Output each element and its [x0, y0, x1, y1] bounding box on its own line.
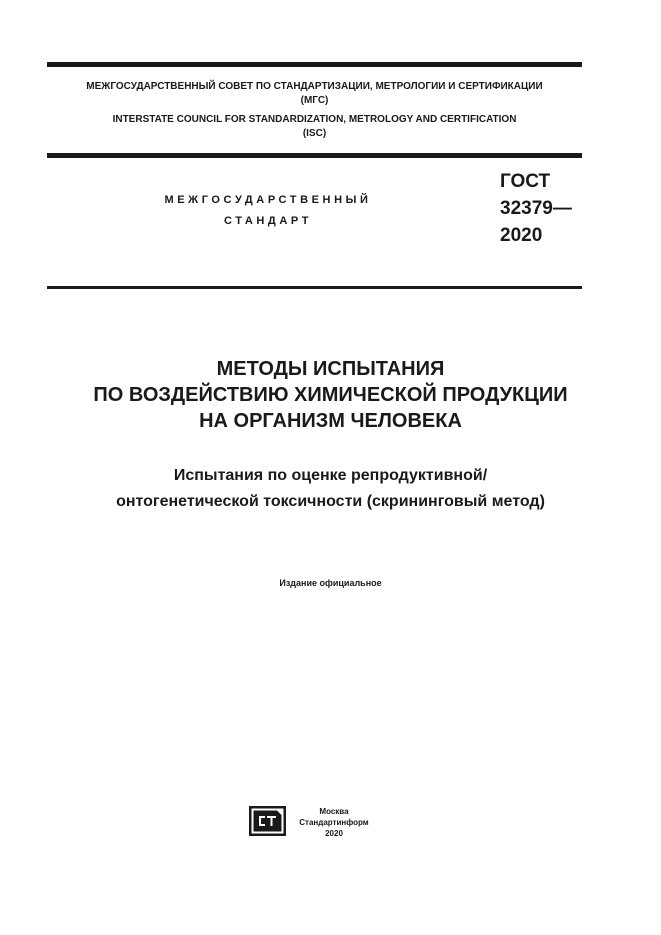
council-ru — [47, 80, 582, 108]
gost-prefix: ГОСТ — [500, 171, 551, 192]
publisher-block — [294, 806, 374, 839]
publisher-year: 2020 — [325, 829, 343, 838]
standard-type — [138, 190, 398, 232]
council-ru-name: МЕЖГОСУДАРСТВЕННЫЙ СОВЕТ ПО СТАНДАРТИЗАЦИИ, МЕТРОЛОГИИ И СЕРТИФИКАЦИИ — [86, 81, 543, 92]
standard-type-line1: МЕЖГОСУДАРСТВЕННЫЙ — [164, 194, 372, 206]
standard-type-line2: СТАНДАРТ — [223, 215, 313, 227]
title-line1: МЕТОДЫ ИСПЫТАНИЯ — [216, 358, 445, 380]
council-en-name: INTERSTATE COUNCIL FOR STANDARDIZATION, METROLOGY AND CERTIFICATION — [112, 114, 517, 125]
council-ru-abbr: (МГС) — [300, 95, 329, 106]
council-en — [47, 113, 582, 141]
council-en-abbr: (ISC) — [302, 128, 327, 139]
lower-rule — [47, 286, 582, 289]
publisher-city: Москва — [319, 807, 349, 816]
subtitle-line1: Испытания по оценке репродуктивной/ — [173, 467, 488, 484]
document-title — [20, 356, 641, 434]
title-line2: ПО ВОЗДЕЙСТВИЮ ХИМИЧЕСКОЙ ПРОДУКЦИИ — [93, 384, 568, 406]
gost-year: 2020 — [500, 225, 543, 246]
middle-rule — [47, 153, 582, 158]
subtitle-line2: онтогенетической токсичности (скрининговый метод) — [116, 493, 545, 510]
standartinform-logo-icon — [249, 806, 286, 836]
gost-designation — [500, 168, 572, 249]
gost-number: 32379— — [500, 198, 572, 219]
edition-label: Издание официальное — [279, 578, 382, 588]
title-line3: НА ОРГАНИЗМ ЧЕЛОВЕКА — [199, 410, 462, 432]
publisher-name: Стандартинформ — [299, 818, 369, 827]
top-rule — [47, 62, 582, 67]
document-subtitle — [20, 463, 641, 515]
